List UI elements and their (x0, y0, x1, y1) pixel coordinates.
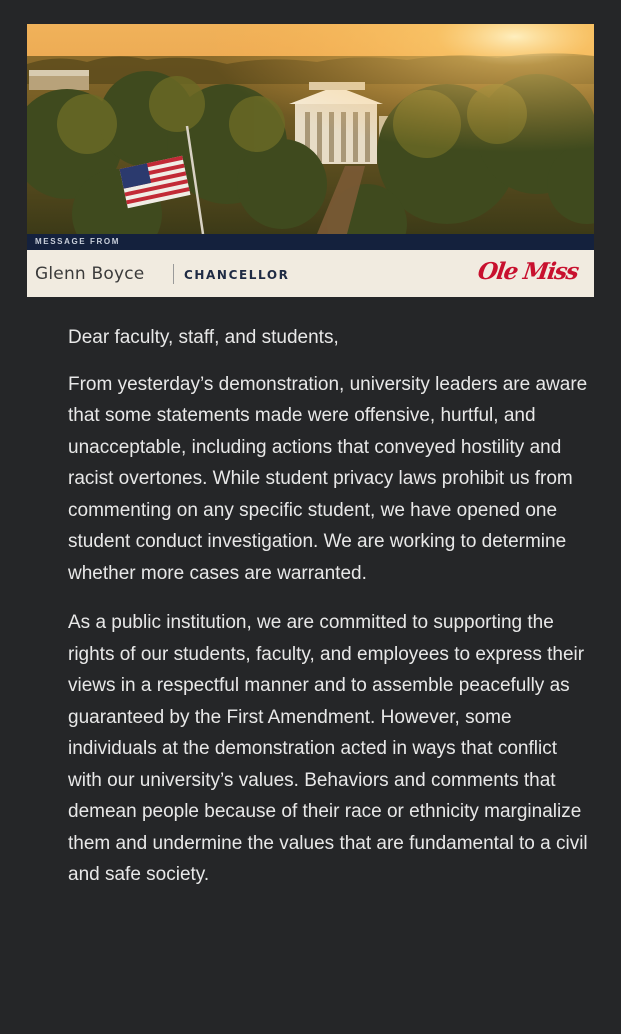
letter-paragraph-2: As a public institution, we are committed to supporting the rights of our students, faculty, and employees to express their views in a respectful manner and to assemble peacefully as guaranteed by the First Amendment. However, some individuals at the demonstration acted in ways that conflict with our university’s values. Behaviors and comments that demean people because of their race or ethnicity marginalize them and undermine the values that are fundamental to a civil and safe society. (68, 612, 588, 885)
campus-photo (27, 24, 594, 234)
letter-greeting: Dear faculty, staff, and students, (68, 327, 339, 348)
letter-paragraph-1: From yesterday’s demonstration, university leaders are aware that some statements made were offensive, hurtful, and unacceptable, including actions that conveyed hostility and racist overtones. While student privacy laws prohibit us from commenting on any specific student, we have opened one student conduct investigation. We are working to determine whether more cases are warranted. (68, 373, 588, 584)
email-header-banner (27, 24, 594, 297)
sender-name: Glenn Boyce (35, 264, 145, 284)
message-from-strip (27, 234, 594, 250)
letter-body (68, 322, 588, 909)
sender-bar (27, 250, 594, 297)
message-from-label: MESSAGE FROM (35, 237, 120, 246)
sender-divider (173, 264, 174, 284)
sender-title: CHANCELLOR (184, 268, 290, 282)
ole-miss-logo: Ole Miss (476, 258, 580, 285)
